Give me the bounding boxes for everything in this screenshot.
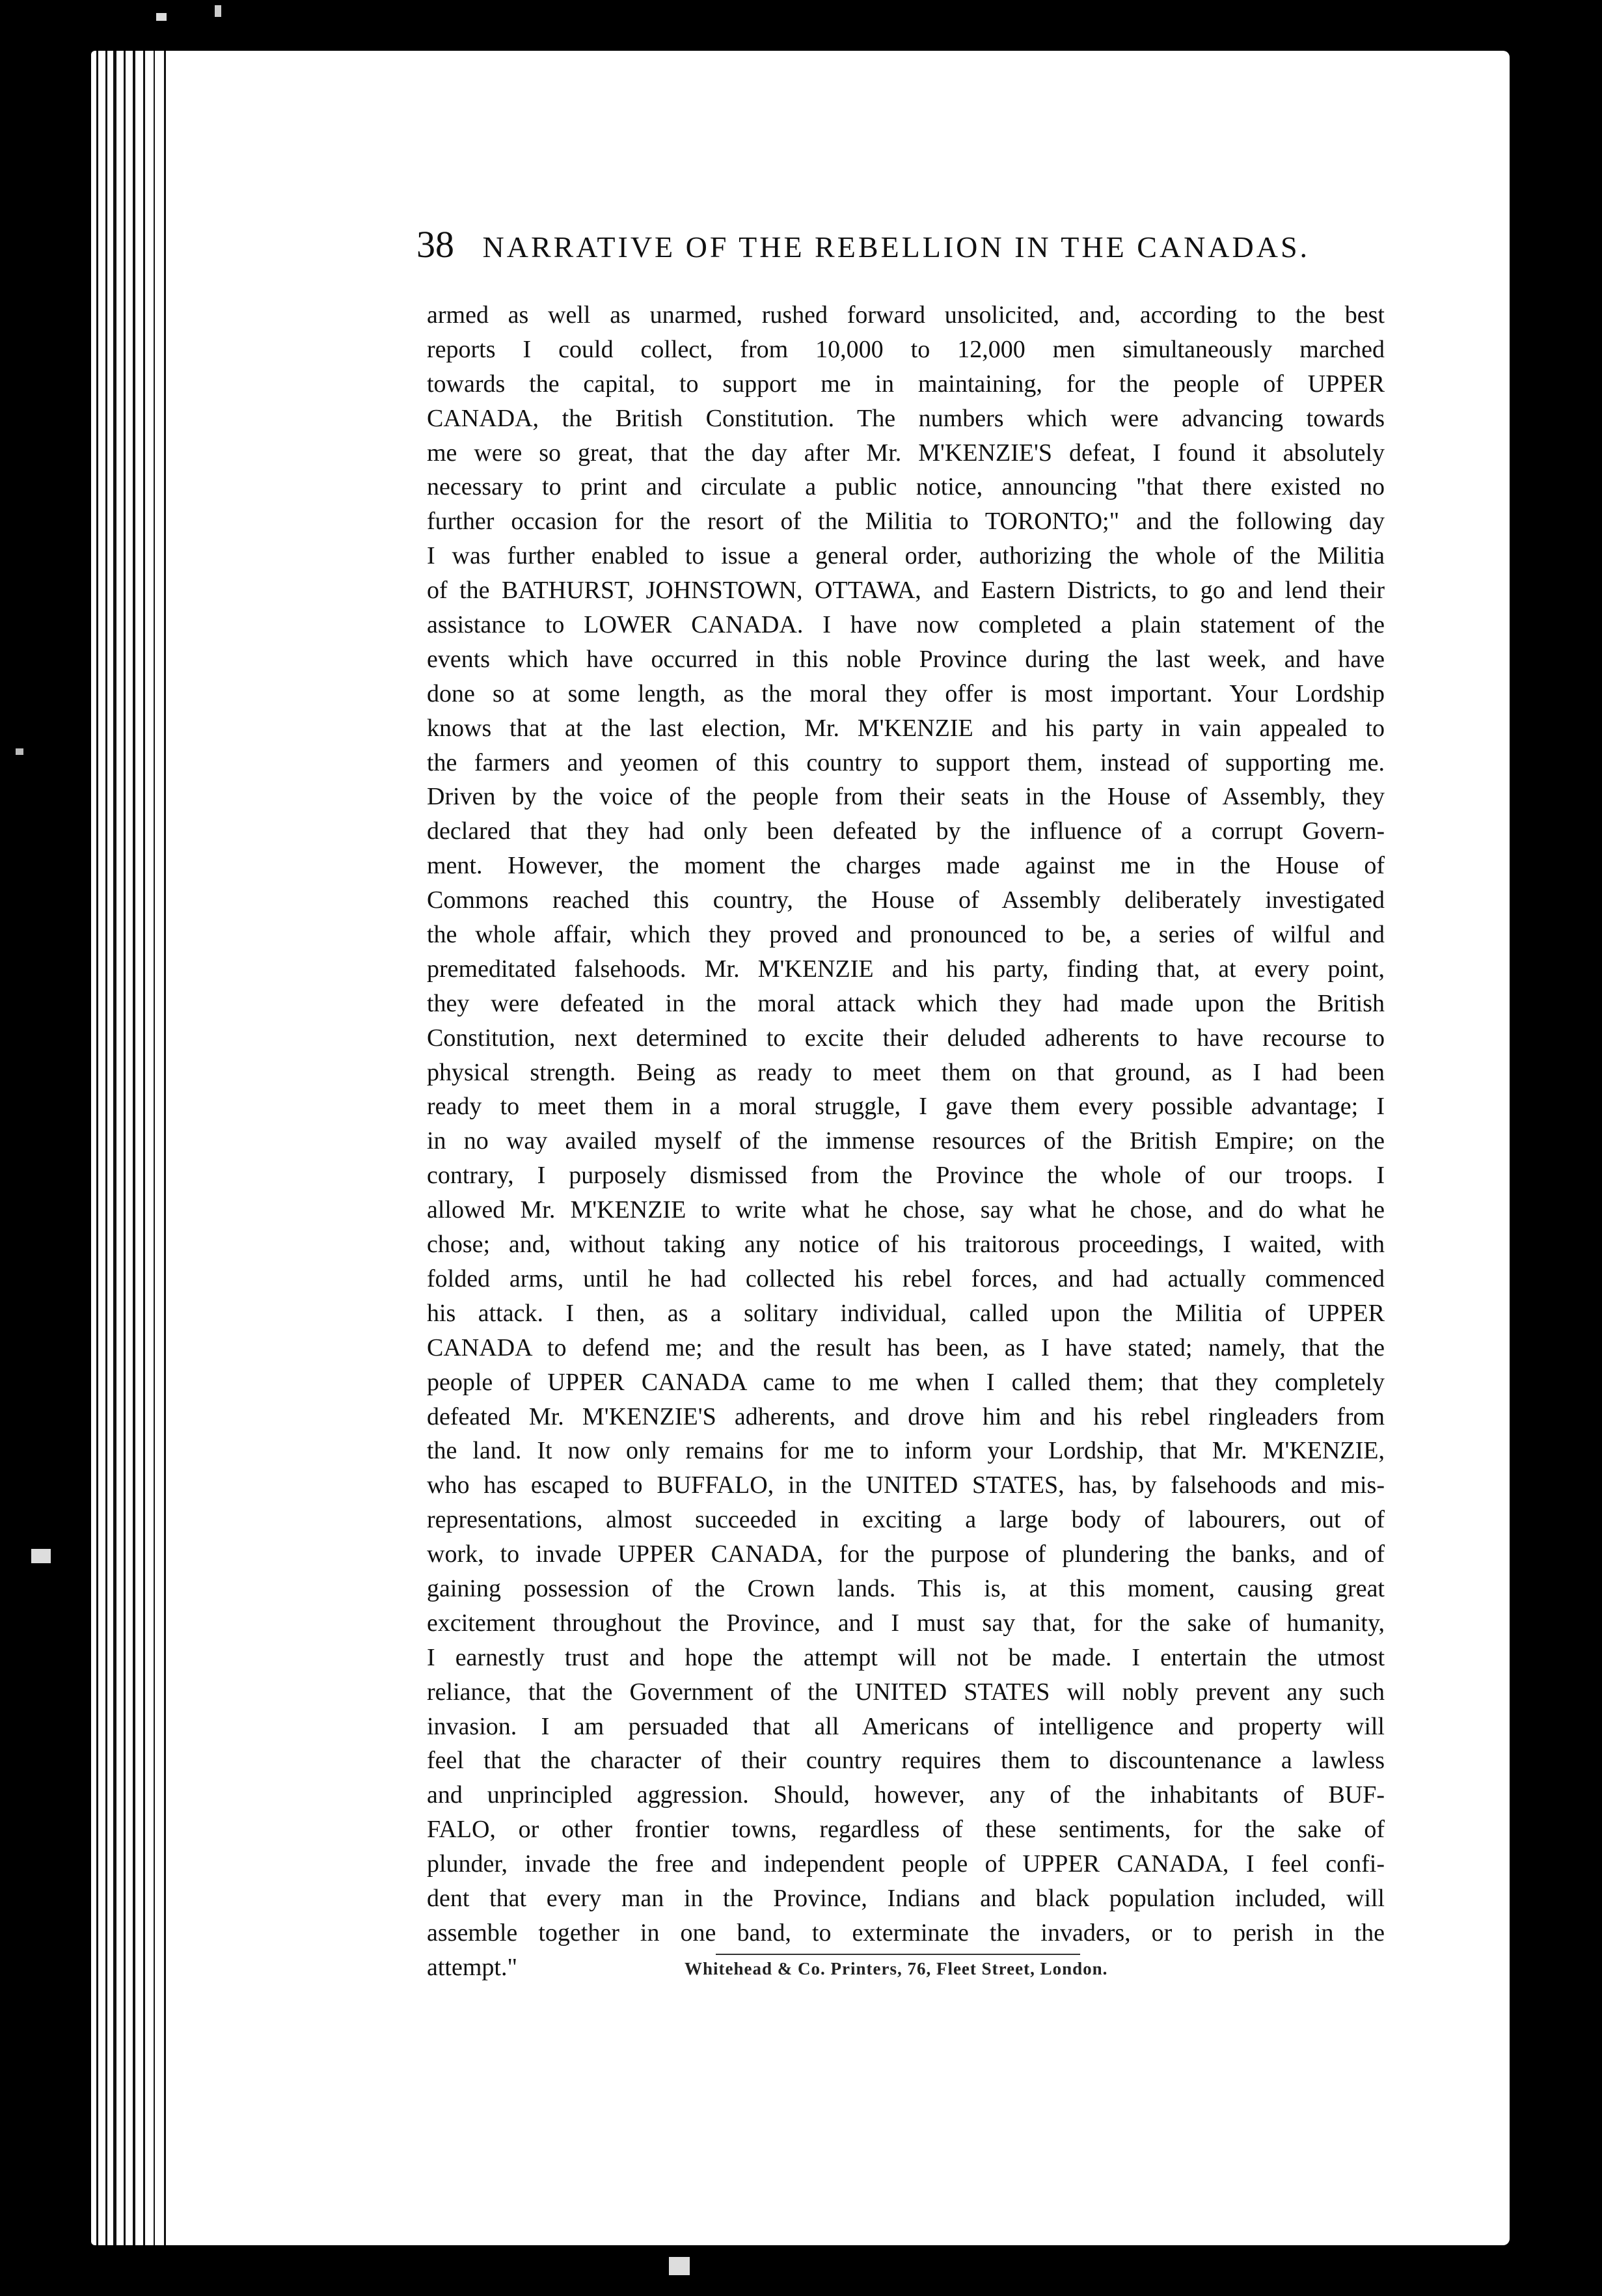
body-text <box>427 298 1385 1985</box>
text-line: I earnestly trust and hope the attempt will not be made. I entertain the utmost <box>427 1643 1385 1671</box>
text-line: events which have occurred in this noble Province during the last week, and have <box>427 645 1385 673</box>
text-line: Driven by the voice of the people from their seats in the House of Assembly, they <box>427 783 1385 811</box>
text-line: towards the capital, to support me in maintaining, for the people of UPPER <box>427 370 1385 398</box>
text-line: excitement throughout the Province, and I must say that, for the sake of humanity, <box>427 1609 1385 1637</box>
text-line: assemble together in one band, to exterminate the invaders, or to perish in the <box>427 1919 1385 1947</box>
text-line: I was further enabled to issue a general order, authorizing the whole of the Militia <box>427 542 1385 570</box>
text-line: necessary to print and circulate a public notice, announcing "that there existed no <box>427 473 1385 501</box>
text-line: feel that the character of their country requires them to discountenance a lawless <box>427 1747 1385 1775</box>
text-line: further occasion for the resort of the Militia to TORONTO;" and the following day <box>427 508 1385 536</box>
printer-imprint: Whitehead & Co. Printers, 76, Fleet Street, London. <box>685 1959 1108 1978</box>
text-line: CANADA to defend me; and the result has been, as I have stated; namely, that the <box>427 1333 1385 1361</box>
text-line: allowed Mr. M'KENZIE to write what he chose, say what he chose, and do what he <box>427 1196 1385 1224</box>
text-line: premeditated falsehoods. Mr. M'KENZIE and his party, finding that, at every point, <box>427 955 1385 983</box>
text-line: the land. It now only remains for me to inform your Lordship, that Mr. M'KENZIE, <box>427 1437 1385 1465</box>
text-line: and unprincipled aggression. Should, however, any of the inhabitants of BUF- <box>427 1781 1385 1809</box>
text-line: gaining possession of the Crown lands. This is, at this moment, causing great <box>427 1574 1385 1602</box>
text-line: chose; and, without taking any notice of his traitorous proceedings, I waited, with <box>427 1231 1385 1259</box>
margin-mark <box>215 5 221 17</box>
text-line: CANADA, the British Constitution. The numbers which were advancing towards <box>427 404 1385 432</box>
text-line: reports I could collect, from 10,000 to 12,000 men simultaneously marched <box>427 335 1385 363</box>
running-title: NARRATIVE OF THE REBELLION IN THE CANADAS. <box>482 230 1310 264</box>
text-line: knows that at the last election, Mr. M'KENZIE and his party in vain appealed to <box>427 714 1385 742</box>
margin-mark <box>31 1549 51 1563</box>
text-line: ready to meet them in a moral struggle, I gave them every possible advantage; I <box>427 1093 1385 1121</box>
text-line: work, to invade UPPER CANADA, for the purpose of plundering the banks, and of <box>427 1540 1385 1568</box>
margin-mark <box>669 2257 690 2275</box>
text-line: ment. However, the moment the charges made against me in the House of <box>427 852 1385 880</box>
running-head <box>416 223 1310 266</box>
text-line: physical strength. Being as ready to meet them on that ground, as I had been <box>427 1058 1385 1086</box>
text-line: in no way availed myself of the immense resources of the British Empire; on the <box>427 1127 1385 1155</box>
text-line: the farmers and yeomen of this country to support them, instead of supporting me. <box>427 748 1385 776</box>
imprint-rule <box>716 1954 1080 1955</box>
text-line: Commons reached this country, the House of Assembly deliberately investigated <box>427 886 1385 914</box>
text-line: they were defeated in the moral attack which they had made upon the British <box>427 989 1385 1017</box>
text-line: who has escaped to BUFFALO, in the UNITED STATES, has, by falsehoods and mis- <box>427 1471 1385 1499</box>
page-number: 38 <box>416 223 454 266</box>
text-line: people of UPPER CANADA came to me when I called them; that they completely <box>427 1368 1385 1396</box>
text-line: done so at some length, as the moral they offer is most important. Your Lordship <box>427 679 1385 707</box>
text-line: invasion. I am persuaded that all Americans of intelligence and property will <box>427 1712 1385 1740</box>
text-line: folded arms, until he had collected his rebel forces, and had actually commenced <box>427 1264 1385 1292</box>
text-line: armed as well as unarmed, rushed forward unsolicited, and, according to the best <box>427 301 1385 329</box>
text-line: Constitution, next determined to excite their deluded adherents to have recourse to <box>427 1024 1385 1052</box>
text-line: his attack. I then, as a solitary individual, called upon the Militia of UPPER <box>427 1299 1385 1327</box>
margin-mark <box>16 748 23 755</box>
text-line: reliance, that the Government of the UNITED STATES will nobly prevent any such <box>427 1678 1385 1706</box>
text-line: plunder, invade the free and independent people of UPPER CANADA, I feel confi- <box>427 1850 1385 1878</box>
text-line: declared that they had only been defeated by the influence of a corrupt Govern- <box>427 817 1385 845</box>
text-line: representations, almost succeeded in exciting a large body of labourers, out of <box>427 1506 1385 1534</box>
text-line: me were so great, that the day after Mr. M'KENZIE'S defeat, I found it absolutely <box>427 439 1385 467</box>
text-line: the whole affair, which they proved and pronounced to be, a series of wilful and <box>427 921 1385 949</box>
page-edges-gutter <box>91 51 189 2245</box>
margin-mark <box>156 13 167 21</box>
text-line: attempt." <box>427 1953 517 1981</box>
text-line: defeated Mr. M'KENZIE'S adherents, and drove him and his rebel ringleaders from <box>427 1402 1385 1430</box>
text-line: contrary, I purposely dismissed from the Province the whole of our troops. I <box>427 1162 1385 1190</box>
text-line: dent that every man in the Province, Indians and black population included, will <box>427 1884 1385 1912</box>
text-line: of the BATHURST, JOHNSTOWN, OTTAWA, and Eastern Districts, to go and lend their <box>427 577 1385 605</box>
text-line: FALO, or other frontier towns, regardless of these sentiments, for the sake of <box>427 1816 1385 1844</box>
text-line: assistance to LOWER CANADA. I have now completed a plain statement of the <box>427 611 1385 639</box>
